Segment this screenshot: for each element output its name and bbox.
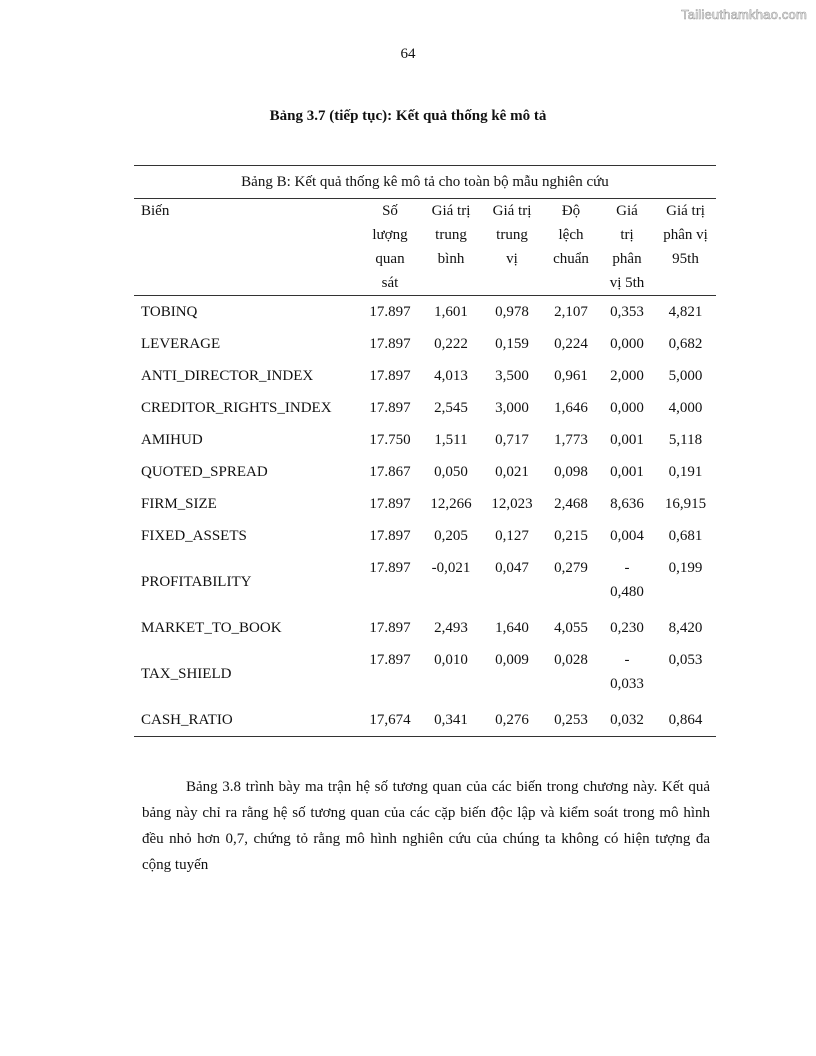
cell-mean: 0,222 xyxy=(434,335,468,352)
cell-line: - xyxy=(624,652,630,668)
cell-variable: FIRM_SIZE xyxy=(141,495,217,512)
header-p5 xyxy=(599,199,655,296)
cell-median: 12,023 xyxy=(491,495,533,512)
cell-variable: QUOTED_SPREAD xyxy=(141,463,268,480)
cell-p5: 0,004 xyxy=(610,527,644,544)
cell-observations: 17.897 xyxy=(369,560,411,576)
cell-p95: 0,682 xyxy=(668,335,703,352)
header-line: vị xyxy=(506,251,518,267)
cell-p5: 0,001 xyxy=(610,463,644,480)
cell-std: 4,055 xyxy=(554,619,588,636)
cell-variable: TAX_SHIELD xyxy=(141,666,232,682)
header-line: bình xyxy=(437,251,465,267)
header-mean xyxy=(421,199,481,296)
table-row xyxy=(134,612,716,644)
cell-p95: 4,821 xyxy=(668,303,703,320)
cell-median: 0,978 xyxy=(495,303,529,320)
cell-median: 0,159 xyxy=(495,335,529,352)
header-line: sát xyxy=(381,275,399,291)
cell-p5: 0,000 xyxy=(610,335,644,352)
cell-observations: 17.897 xyxy=(369,652,411,668)
cell-variable: AMIHUD xyxy=(141,431,203,448)
cell-p5 xyxy=(599,644,655,704)
cell-median: 0,021 xyxy=(495,463,529,480)
header-line: vị 5th xyxy=(609,275,645,291)
cell-mean: 0,341 xyxy=(421,704,481,737)
cell-p95: 16,915 xyxy=(664,495,707,512)
cell-variable: CASH_RATIO xyxy=(134,704,359,737)
header-line: lượng xyxy=(372,227,408,243)
table-row xyxy=(134,488,716,520)
header-line: Độ xyxy=(561,203,581,219)
cell-median: 3,500 xyxy=(495,367,529,384)
cell-p5: 0,230 xyxy=(610,619,644,636)
header-line: Số xyxy=(382,203,398,219)
cell-std: 0,961 xyxy=(554,367,588,384)
cell-variable: CREDITOR_RIGHTS_INDEX xyxy=(141,399,332,416)
header-line: phân vị xyxy=(663,227,708,243)
header-line: trung xyxy=(435,227,467,243)
cell-variable: ANTI_DIRECTOR_INDEX xyxy=(141,367,314,384)
header-line: Giá trị xyxy=(431,203,471,219)
cell-std: 0,224 xyxy=(554,335,588,352)
cell-std: 2,468 xyxy=(554,495,588,512)
cell-mean: 1,601 xyxy=(434,303,468,320)
cell-median: 1,640 xyxy=(495,619,529,636)
cell-observations: 17.897 xyxy=(369,495,411,512)
table-row xyxy=(134,424,716,456)
cell-p95: 0,681 xyxy=(668,527,703,544)
cell-mean: 12,266 xyxy=(430,495,472,512)
table-row xyxy=(134,296,716,329)
header-line: Giá trị xyxy=(666,203,705,219)
cell-line: - xyxy=(624,560,630,576)
header-p95 xyxy=(655,199,716,296)
header-line: chuẩn xyxy=(553,251,589,267)
table-row xyxy=(134,392,716,424)
header-line: trung xyxy=(496,227,528,243)
cell-std: 0,098 xyxy=(554,463,588,480)
cell-p95: 4,000 xyxy=(668,399,703,416)
cell-median: 0,047 xyxy=(495,560,529,576)
cell-median: 0,009 xyxy=(495,652,529,668)
cell-p95: 0,191 xyxy=(668,463,703,480)
cell-observations: 17,674 xyxy=(359,704,421,737)
header-variable: Biến xyxy=(134,199,359,296)
header-median xyxy=(481,199,543,296)
cell-observations: 17.897 xyxy=(369,303,411,320)
table-title: Bảng B: Kết quả thống kê mô tả cho toàn bộ mẫu nghiên cứu xyxy=(134,166,716,199)
cell-std: 0,253 xyxy=(543,704,599,737)
cell-observations: 17.897 xyxy=(369,619,411,636)
table-row xyxy=(134,644,716,704)
cell-median: 0,276 xyxy=(481,704,543,737)
cell-p5: 0,032 xyxy=(599,704,655,737)
header-line: trị xyxy=(620,227,634,243)
cell-observations: 17.897 xyxy=(369,527,411,544)
cell-mean: 0,050 xyxy=(434,463,468,480)
page-number: 64 xyxy=(400,46,416,62)
cell-line: 0,033 xyxy=(610,676,644,692)
descriptive-stats-table xyxy=(134,165,716,737)
header-observations xyxy=(359,199,421,296)
cell-mean: 2,545 xyxy=(434,399,468,416)
cell-observations: 17.750 xyxy=(369,431,411,448)
header-line: phân xyxy=(612,251,642,267)
cell-median: 0,127 xyxy=(495,527,529,544)
table-row xyxy=(134,704,716,737)
cell-line: 0,480 xyxy=(610,584,644,600)
cell-mean: -0,021 xyxy=(431,560,471,576)
cell-variable: TOBINQ xyxy=(141,303,198,320)
header-line: Giá trị xyxy=(492,203,532,219)
cell-p5 xyxy=(599,552,655,612)
cell-mean: 2,493 xyxy=(434,619,468,636)
table-row xyxy=(134,360,716,392)
cell-observations: 17.867 xyxy=(369,463,411,480)
cell-p5: 0,353 xyxy=(610,303,644,320)
cell-p5: 0,000 xyxy=(610,399,644,416)
cell-mean: 0,010 xyxy=(434,652,468,668)
cell-p95: 0,199 xyxy=(668,560,703,576)
cell-p5: 0,001 xyxy=(610,431,644,448)
cell-std: 0,215 xyxy=(554,527,588,544)
cell-std: 2,107 xyxy=(554,303,588,320)
cell-p5: 8,636 xyxy=(610,495,644,512)
cell-variable: PROFITABILITY xyxy=(141,574,252,590)
header-std xyxy=(543,199,599,296)
header-line: Giá xyxy=(616,203,638,219)
cell-mean: 1,511 xyxy=(434,431,468,448)
cell-std: 1,646 xyxy=(554,399,588,416)
cell-median: 0,717 xyxy=(495,431,529,448)
cell-variable: FIXED_ASSETS xyxy=(141,527,247,544)
cell-p5: 2,000 xyxy=(610,367,644,384)
header-line: quan xyxy=(375,251,405,267)
cell-mean: 0,205 xyxy=(434,527,468,544)
table-row xyxy=(134,520,716,552)
cell-std: 0,028 xyxy=(554,652,588,668)
cell-p95: 0,864 xyxy=(655,704,716,737)
cell-observations: 17.897 xyxy=(369,399,411,416)
header-line: lệch xyxy=(558,227,584,243)
watermark: Tailieuthamkhao.com xyxy=(681,7,807,22)
cell-p95: 5,000 xyxy=(668,367,703,384)
cell-variable: MARKET_TO_BOOK xyxy=(141,619,282,636)
cell-std: 0,279 xyxy=(554,560,588,576)
cell-median: 3,000 xyxy=(495,399,529,416)
cell-p95: 8,420 xyxy=(668,619,703,636)
cell-mean: 4,013 xyxy=(434,367,468,384)
table-row xyxy=(134,552,716,612)
header-line: 95th xyxy=(672,251,699,267)
cell-p95: 5,118 xyxy=(668,431,703,448)
cell-p95: 0,053 xyxy=(668,652,703,668)
cell-observations: 17.897 xyxy=(369,335,411,352)
table-row xyxy=(134,328,716,360)
cell-observations: 17.897 xyxy=(369,367,411,384)
table-caption: Bảng 3.7 (tiếp tục): Kết quả thống kê mô tả xyxy=(269,108,547,124)
cell-variable: LEVERAGE xyxy=(141,335,221,352)
cell-std: 1,773 xyxy=(554,431,588,448)
table-row xyxy=(134,456,716,488)
table-header-row xyxy=(134,199,716,296)
body-paragraph: Bảng 3.8 trình bày ma trận hệ số tương quan của các biến trong chương này. Kết quả bảng này chỉ ra rằng hệ số tương quan của các cặp biến độc lập và kiểm soát trong mô hình đều nhỏ hơn 0,7, chứng tỏ rằng mô hình nghiên cứu của chúng ta không có hiện tượng đa cộng tuyến xyxy=(142,779,710,873)
